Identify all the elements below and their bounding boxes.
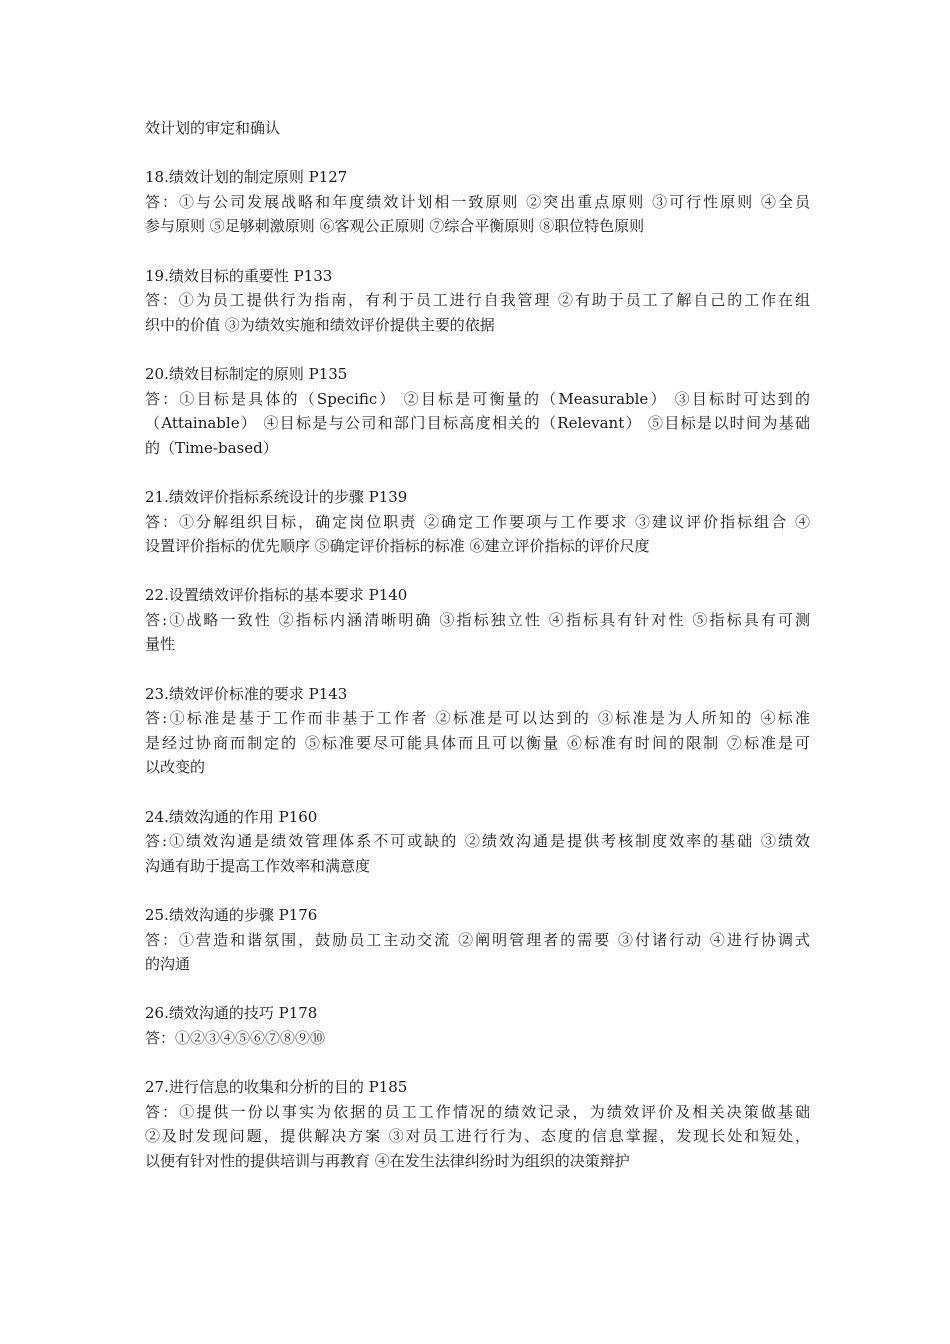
- section-19: [145, 264, 810, 338]
- answer-line: 以改变的: [145, 758, 206, 777]
- document-body: [145, 116, 810, 1174]
- answer-line: 答:①标准是基于工作而非基于工作者 ②标准是可以达到的 ③标准是为人所知的 ④标准: [145, 709, 810, 728]
- answer-line: 沟通有助于提高工作效率和满意度: [145, 856, 371, 875]
- section-24: [145, 805, 810, 879]
- section-26: [145, 1001, 810, 1050]
- answer-line: 答:①战略一致性 ②指标内涵清晰明确 ③指标独立性 ④指标具有针对性 ⑤指标具有可测: [145, 610, 810, 629]
- answer-line: 织中的价值 ③为绩效实施和绩效评价提供主要的依据: [145, 315, 495, 334]
- answer-line: 答：①分解组织目标，确定岗位职责 ②确定工作要项与工作要求 ③建议评价指标组合 ④: [145, 512, 810, 531]
- section-25: [145, 903, 810, 977]
- section-heading: 22.设置绩效评价指标的基本要求 P140: [145, 586, 408, 605]
- section-heading: 25.绩效沟通的步骤 P176: [145, 906, 318, 924]
- answer-line: 答：①与公司发展战略和年度绩效计划相一致原则 ②突出重点原则 ③可行性原则 ④全员: [145, 192, 810, 211]
- section-heading: 26.绩效沟通的技巧 P178: [145, 1004, 318, 1023]
- answer-line: 答：①提供一份以事实为依据的员工工作情况的绩效记录，为绩效评价及相关决策做基础: [145, 1102, 810, 1121]
- answer-line: 答：①②③④⑤⑥⑦⑧⑨⑩: [145, 1028, 326, 1047]
- answer-line: （Attainable） ④目标是与公司和部门目标高度相关的（Relevant） ⑤目标是以时间为基础: [145, 414, 810, 433]
- section-heading: 21.绩效评价指标系统设计的步骤 P139: [145, 487, 408, 506]
- section-18: [145, 165, 810, 239]
- answer-line: 是经过协商而制定的 ⑤标准要尽可能具体而且可以衡量 ⑥标准有时间的限制 ⑦标准是可: [145, 733, 810, 752]
- section-heading: 18.绩效计划的制定原则 P127: [145, 168, 348, 187]
- section-heading: 19.绩效目标的重要性 P133: [145, 266, 333, 285]
- answer-line: 答：①为员工提供行为指南，有利于员工进行自我管理 ②有助于员工了解自己的工作在组: [145, 291, 810, 310]
- answer-line: 答：①营造和谐氛围，鼓励员工主动交流 ②阐明管理者的需要 ③付诸行动 ④进行协调式: [145, 930, 810, 949]
- section-20: [145, 362, 810, 460]
- section-heading: 27.进行信息的收集和分析的目的 P185: [145, 1078, 408, 1097]
- section-heading: 20.绩效目标制定的原则 P135: [145, 364, 348, 383]
- answer-line: 答:①绩效沟通是绩效管理体系不可或缺的 ②绩效沟通是提供考核制度效率的基础 ③绩效: [145, 832, 810, 851]
- answer-line: 量性: [145, 635, 176, 654]
- section-21: [145, 485, 810, 559]
- answer-line: ②及时发现问题，提供解决方案 ③对员工进行行为、态度的信息掌握，发现长处和短处，: [145, 1127, 810, 1146]
- section-27: [145, 1075, 810, 1173]
- answer-line: 以便有针对性的提供培训与再教育 ④在发生法律纠纷时为组织的决策辩护: [145, 1151, 630, 1170]
- answer-line: 的沟通: [145, 955, 191, 974]
- answer-line: 的（Time-based）: [145, 438, 278, 457]
- intro-line: 效计划的审定和确认: [145, 119, 281, 137]
- section-heading: 23.绩效评价标准的要求 P143: [145, 684, 348, 703]
- answer-line: 答：①目标是具体的（Specific） ②目标是可衡量的（Measurable） ③目标时可达到的: [145, 389, 810, 408]
- section-22: [145, 583, 810, 657]
- answer-line: 参与原则 ⑤足够刺激原则 ⑥客观公正原则 ⑦综合平衡原则 ⑧职位特色原则: [145, 217, 645, 236]
- section-heading: 24.绩效沟通的作用 P160: [145, 807, 318, 826]
- section-23: [145, 682, 810, 780]
- answer-line: 设置评价指标的优先顺序 ⑤确定评价指标的标准 ⑥建立评价指标的评价尺度: [145, 537, 650, 556]
